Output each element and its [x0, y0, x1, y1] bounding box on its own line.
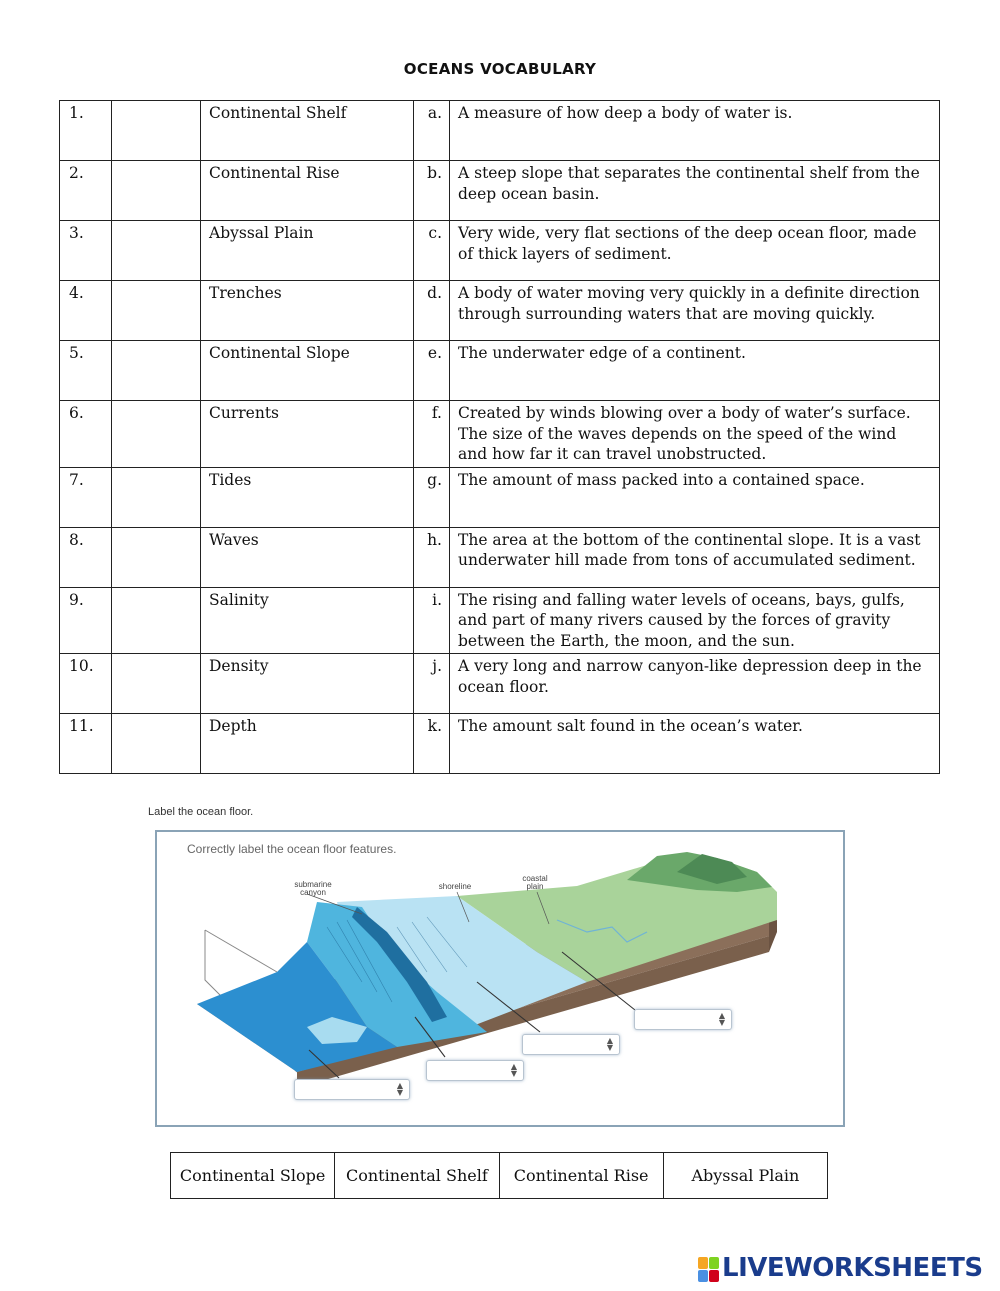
definition: Very wide, very flat sections of the deep ocean floor, made of thick layers of sediment. — [450, 221, 940, 281]
figure-outer-caption: Label the ocean floor. — [148, 806, 254, 818]
vocab-row — [60, 161, 940, 221]
definition-letter: b. — [414, 161, 450, 221]
definition-letter: i. — [414, 587, 450, 654]
select-arrows-icon: ▲ ▼ — [718, 1011, 725, 1027]
answer-blank[interactable] — [112, 101, 201, 161]
term: Currents — [201, 401, 414, 468]
definition-letter: f. — [414, 401, 450, 468]
vocabulary-table — [59, 100, 940, 774]
definition-letter: a. — [414, 101, 450, 161]
answer-blank[interactable] — [112, 714, 201, 774]
item-number: 1. — [60, 101, 112, 161]
item-number: 11. — [60, 714, 112, 774]
definition-letter: c. — [414, 221, 450, 281]
definition: The amount of mass packed into a contained space. — [450, 467, 940, 527]
item-number: 10. — [60, 654, 112, 714]
figure-inner-caption: Correctly label the ocean floor features. — [187, 842, 397, 856]
definition: A steep slope that separates the continental shelf from the deep ocean basin. — [450, 161, 940, 221]
vocab-row — [60, 527, 940, 587]
definition: The underwater edge of a continent. — [450, 341, 940, 401]
answer-blank[interactable] — [112, 281, 201, 341]
term: Continental Slope — [201, 341, 414, 401]
logo-blocks-icon — [698, 1257, 720, 1283]
worksheet-title: OCEANS VOCABULARY — [403, 60, 597, 78]
item-number: 7. — [60, 467, 112, 527]
term: Abyssal Plain — [201, 221, 414, 281]
vocab-row — [60, 101, 940, 161]
vocab-row — [60, 221, 940, 281]
term: Waves — [201, 527, 414, 587]
word-bank — [170, 1152, 828, 1199]
shoreline-label: shoreline — [438, 882, 472, 891]
term: Density — [201, 654, 414, 714]
definition-letter: e. — [414, 341, 450, 401]
select-arrows-icon: ▲ ▼ — [396, 1081, 403, 1097]
definition: The area at the bottom of the continental slope. It is a vast underwater hill made from tons of accumulated sediment. — [450, 527, 940, 587]
answer-dropdown-1[interactable] — [634, 1009, 732, 1030]
vocab-row — [60, 714, 940, 774]
word-bank-item[interactable]: Continental Rise — [499, 1153, 663, 1199]
liveworksheets-logo — [698, 1253, 994, 1285]
submarine-canyon-label: submarine canyon — [294, 880, 332, 897]
item-number: 2. — [60, 161, 112, 221]
term: Tides — [201, 467, 414, 527]
term: Salinity — [201, 587, 414, 654]
item-number: 5. — [60, 341, 112, 401]
answer-blank[interactable] — [112, 467, 201, 527]
answer-blank[interactable] — [112, 527, 201, 587]
select-arrows-icon: ▲ ▼ — [510, 1062, 517, 1078]
select-arrows-icon: ▲ ▼ — [606, 1036, 613, 1052]
vocab-row — [60, 281, 940, 341]
definition-letter: g. — [414, 467, 450, 527]
definition: A very long and narrow canyon-like depression deep in the ocean floor. — [450, 654, 940, 714]
coastal-plain-label: coastal plain — [522, 874, 548, 891]
logo-text: LIVEWORKSHEETS — [722, 1253, 983, 1283]
answer-dropdown-3[interactable] — [426, 1060, 524, 1081]
ocean-floor-diagram — [157, 832, 843, 1125]
definition-letter: h. — [414, 527, 450, 587]
answer-blank[interactable] — [112, 587, 201, 654]
answer-dropdown-2[interactable] — [522, 1034, 620, 1055]
definition-letter: d. — [414, 281, 450, 341]
word-bank-item[interactable]: Abyssal Plain — [663, 1153, 827, 1199]
item-number: 4. — [60, 281, 112, 341]
answer-blank[interactable] — [112, 401, 201, 468]
definition: The amount salt found in the ocean’s water. — [450, 714, 940, 774]
definition: A body of water moving very quickly in a definite direction through surrounding waters that are moving quickly. — [450, 281, 940, 341]
answer-blank[interactable] — [112, 161, 201, 221]
vocab-row — [60, 654, 940, 714]
term: Trenches — [201, 281, 414, 341]
item-number: 6. — [60, 401, 112, 468]
definition: The rising and falling water levels of oceans, bays, gulfs, and part of many rivers caused by the forces of gravity between the Earth, the moon, and the sun. — [450, 587, 940, 654]
vocab-row — [60, 341, 940, 401]
item-number: 8. — [60, 527, 112, 587]
definition-letter: j. — [414, 654, 450, 714]
ocean-floor-figure — [155, 830, 845, 1127]
definition: Created by winds blowing over a body of water’s surface. The size of the waves depends on the speed of the wind and how far it can travel unobstructed. — [450, 401, 940, 468]
vocab-row — [60, 401, 940, 468]
vocab-row — [60, 467, 940, 527]
term: Depth — [201, 714, 414, 774]
definition-letter: k. — [414, 714, 450, 774]
definition: A measure of how deep a body of water is. — [450, 101, 940, 161]
item-number: 3. — [60, 221, 112, 281]
answer-dropdown-4[interactable] — [294, 1079, 410, 1100]
answer-blank[interactable] — [112, 341, 201, 401]
answer-blank[interactable] — [112, 221, 201, 281]
term: Continental Rise — [201, 161, 414, 221]
word-bank-item[interactable]: Continental Slope — [171, 1153, 335, 1199]
answer-blank[interactable] — [112, 654, 201, 714]
word-bank-item[interactable]: Continental Shelf — [335, 1153, 499, 1199]
term: Continental Shelf — [201, 101, 414, 161]
item-number: 9. — [60, 587, 112, 654]
vocab-row — [60, 587, 940, 654]
